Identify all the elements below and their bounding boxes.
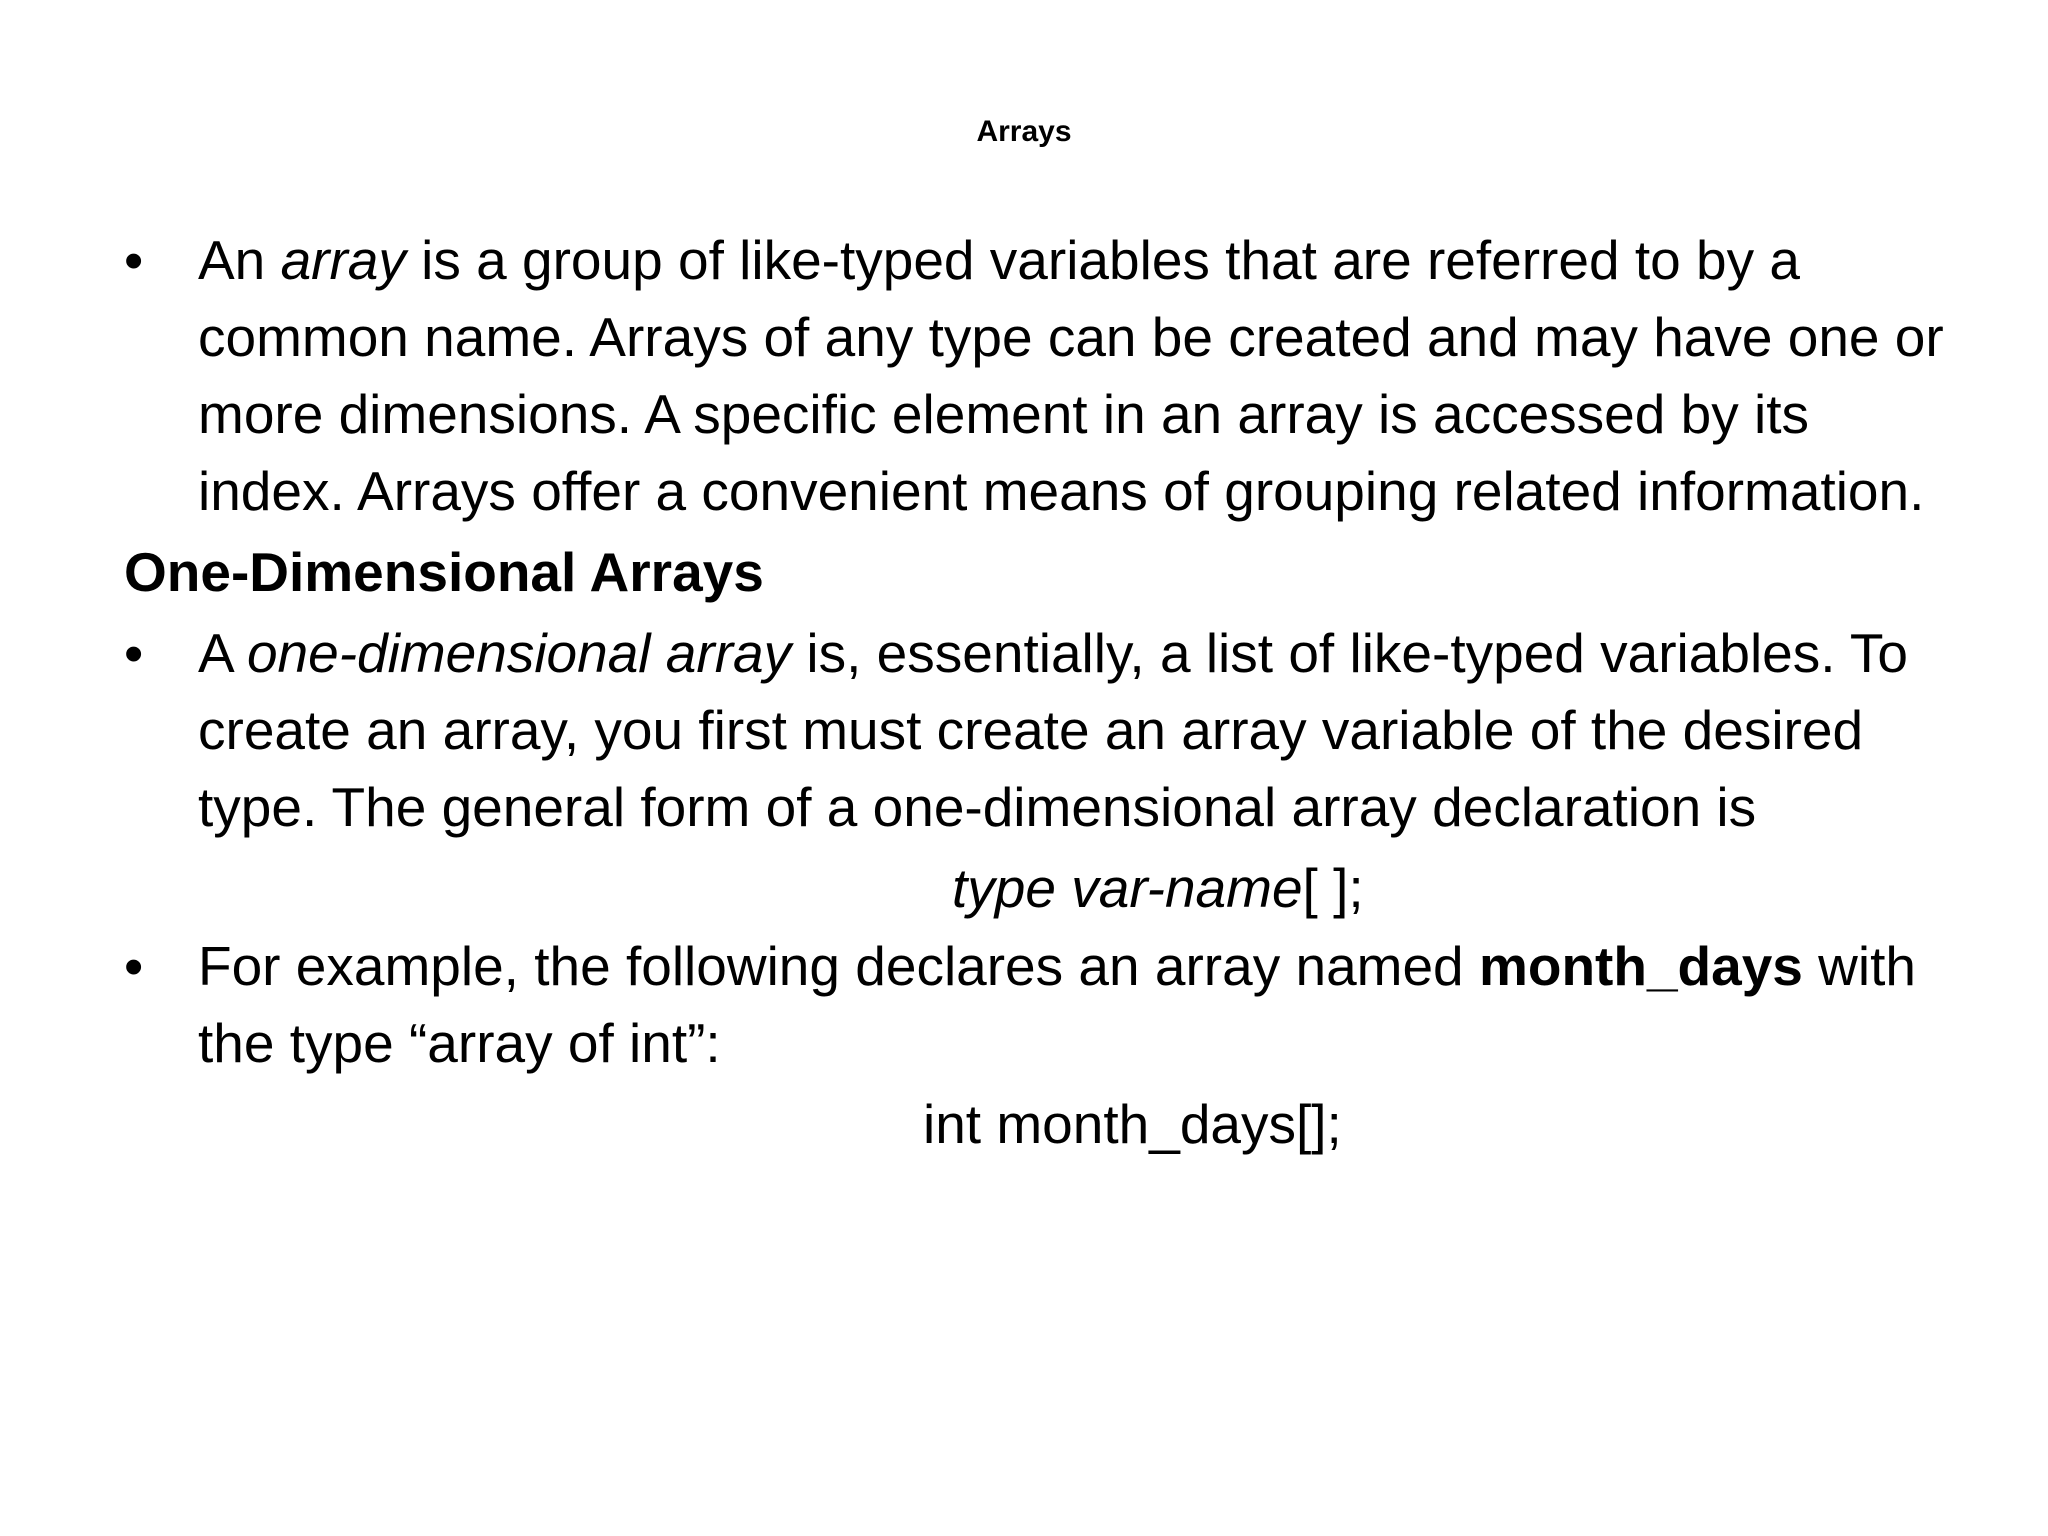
para3-bold-term: month_days — [1478, 935, 1803, 997]
para1-italic-term: array — [280, 229, 406, 291]
example-code: int month_days[]; — [923, 1093, 1342, 1155]
bullet-example — [124, 928, 1944, 1082]
bullet-array-definition — [124, 222, 1944, 530]
syntax-rest: [ ]; — [1302, 857, 1364, 919]
slide-title: Arrays — [976, 115, 1072, 148]
bullet-one-dimensional — [124, 615, 1944, 846]
para2-text-before: A — [198, 622, 247, 684]
bullet-icon: • — [124, 229, 144, 291]
syntax-line — [124, 846, 1944, 928]
para3-text-after: with the type “array of int”: — [198, 935, 1916, 1074]
slide-body — [124, 222, 1944, 1164]
para2-text-after: is, essentially, a list of like-typed variables. To create an array, you first must create an array variable of the desired type. The general form of a one-dimensional array declaration is — [198, 622, 1908, 838]
para1-text-before: An — [198, 229, 281, 291]
para3-text-before: For example, the following declares an array named — [198, 935, 1479, 997]
para1-text-after: is a group of like-typed variables that are referred to by a common name. Arrays of any type can be created and may have one or more dimensions. A specific element in an array is accessed by its index. Arrays offer a convenient means of grouping related information. — [198, 229, 1944, 522]
para2-italic-term: one-dimensional array — [246, 622, 792, 684]
example-line — [124, 1082, 1944, 1164]
bullet-icon: • — [124, 622, 144, 684]
syntax-declaration — [952, 850, 1364, 927]
bullet-icon: • — [124, 935, 144, 997]
syntax-italic: type var-name — [952, 857, 1303, 919]
section-heading: One-Dimensional Arrays — [124, 541, 764, 603]
